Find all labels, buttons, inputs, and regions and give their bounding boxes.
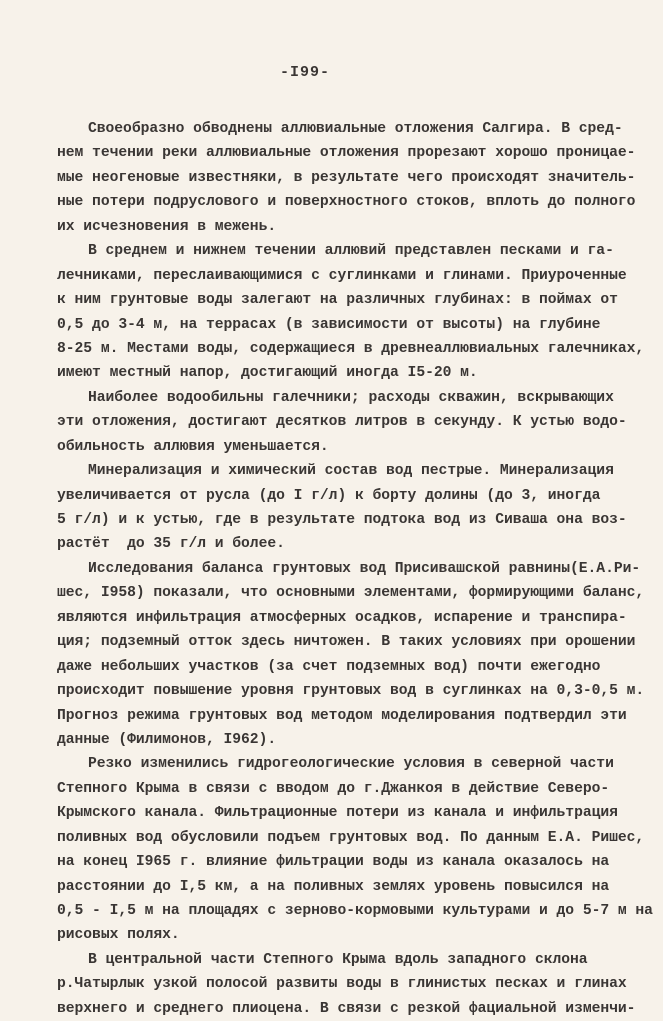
document-body [57, 117, 657, 1021]
text-line: рисовых полях. [57, 927, 180, 944]
text-line: шес, I958) показали, что основными элементами, формирующими баланс, [57, 585, 645, 602]
text-line: обильность аллювия уменьшается. [57, 438, 329, 455]
text-line: Прогноз режима грунтовых вод методом моделирования подтвердил эти [57, 707, 627, 724]
text-line: Резко изменились гидрогеологические условия в северной части [88, 756, 614, 773]
text-line: нем течении реки аллювиальные отложения прорезают хорошо проницае- [57, 145, 636, 162]
page-number: -I99- [279, 64, 330, 81]
text-line: 0,5 до 3-4 м, на террасах (в зависимости от высоты) на глубине [57, 316, 601, 333]
text-line: Минерализация и химический состав вод пестрые. Минерализация [88, 463, 614, 480]
text-line: на конец I965 г. влияние фильтрации воды из канала оказалось на [57, 854, 610, 871]
text-line: увеличивается от русла (до I г/л) к борту долины (до 3, иногда [57, 487, 601, 504]
text-line: Своеобразно обводнены аллювиальные отложения Салгира. В сред- [88, 121, 623, 137]
text-line: верхнего и среднего плиоцена. В связи с резкой фациальной изменчи- [57, 1000, 636, 1017]
text-line: лечниками, переслаивающимися с суглинками и глинами. Приуроченные [57, 267, 627, 284]
text-line: В центральной части Степного Крыма вдоль западного склона [88, 951, 588, 968]
text-line: Наиболее водообильны галечники; расходы скважин, вскрывающих [88, 389, 614, 406]
text-line: расстоянии до I,5 км, а на поливных землях уровень повысился на [57, 878, 610, 895]
text-line: данные (Филимонов, I962). [57, 731, 277, 748]
text-line: мые неогеновые известняки, в результате чего происходят значитель- [57, 169, 636, 186]
text-line: Исследования баланса грунтовых вод Присивашской равнины(Е.А.Ри- [88, 560, 641, 577]
text-line: 8-25 м. Местами воды, содержащиеся в древнеаллювиальных галечниках, [57, 340, 645, 357]
text-line: растёт до 35 г/л и более. [57, 536, 285, 553]
text-line: ция; подземный отток здесь ничтожен. В таких условиях при орошении [57, 634, 636, 651]
text-line: р.Чатырлык узкой полосой развиты воды в глинистых песках и глинах [57, 976, 627, 993]
text-line: В среднем и нижнем течении аллювий представлен песками и га- [88, 243, 614, 260]
text-line: даже небольших участков (за счет подземных вод) почти ежегодно [57, 658, 601, 675]
text-line: имеют местный напор, достигающий иногда I5-20 м. [57, 365, 478, 382]
text-line: к ним грунтовые воды залегают на различных глубинах: в поймах от [57, 292, 618, 309]
text-line: поливных вод обусловили подъем грунтовых вод. По данным Е.А. Ришес, [57, 829, 645, 846]
text-line: эти отложения, достигают десятков литров в секунду. К устью водо- [57, 414, 627, 431]
text-line: Степного Крыма в связи с вводом до г.Джанкоя в действие Северо- [57, 780, 610, 797]
text-line: являются инфильтрация атмосферных осадков, испарение и транспира- [57, 609, 627, 626]
text-line: их исчезновения в межень. [57, 218, 277, 235]
text-line: происходит повышение уровня грунтовых вод в суглинках на 0,3-0,5 м. [57, 683, 645, 700]
text-line: ные потери подруслового и поверхностного стоков, вплоть до полного [57, 194, 636, 211]
text-line: 5 г/л) и к устью, где в результате подтока вод из Сиваша она воз- [57, 512, 627, 528]
text-line: 0,5 - I,5 м на площадях с зерново-кормовыми культурами и до 5-7 м на [57, 903, 653, 919]
text-line: Крымского канала. Фильтрационные потери из канала и инфильтрация [57, 805, 618, 822]
